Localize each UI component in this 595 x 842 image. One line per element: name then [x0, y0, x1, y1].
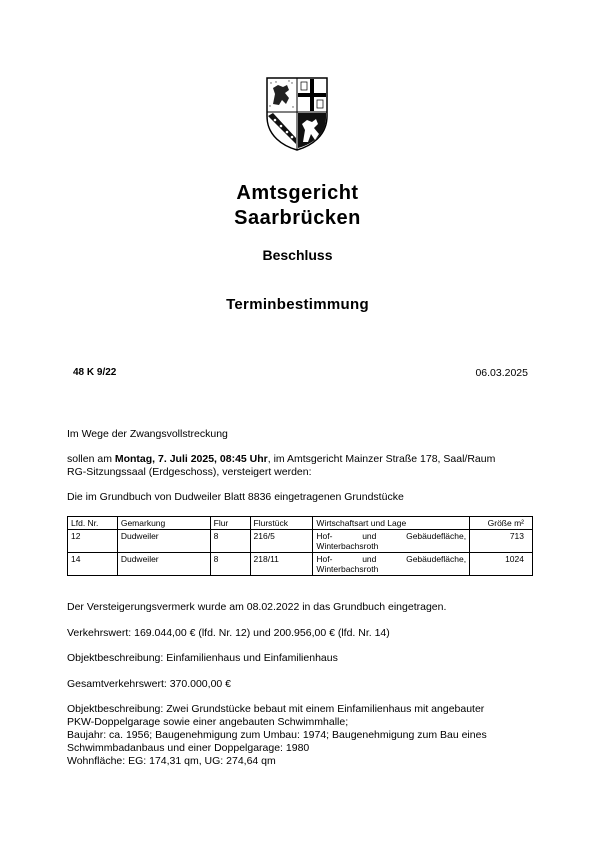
- termin-datetime: Montag, 7. Juli 2025, 08:45 Uhr: [114, 453, 268, 465]
- cell-wa-word: Gebäudefläche,: [406, 554, 467, 564]
- table-header: Wirtschaftsart und Lage: [313, 517, 470, 530]
- document-heading: Beschluss: [262, 247, 333, 263]
- court-name-line1: Amtsgericht: [236, 182, 359, 204]
- document-date: 06.03.2025: [475, 367, 528, 379]
- objekt-line: Objektbeschreibung: Zwei Grundstücke bebaut mit einem Einfamilienhaus mit angebauter: [67, 703, 485, 715]
- cell-wa-lage: Winterbachsroth: [316, 541, 379, 551]
- termin-location: , im Amtsgericht Mainzer Straße 178, Saal/Raum: [267, 453, 496, 465]
- intro-text: Im Wege der Zwangsvollstreckung: [67, 428, 228, 440]
- table-header-row: [68, 517, 533, 530]
- cell-gemarkung: Dudweiler: [117, 553, 210, 576]
- vermerk-text: Der Versteigerungsvermerk wurde am 08.02.2022 in das Grundbuch eingetragen.: [67, 601, 447, 613]
- cell-flur: 8: [210, 530, 250, 553]
- table-row: [68, 530, 533, 553]
- property-table: [67, 516, 533, 576]
- cell-lfd: 12: [68, 530, 118, 553]
- cell-groesse: 713: [470, 530, 533, 553]
- table-header: Flurstück: [250, 517, 313, 530]
- grundbuch-text: Die im Grundbuch von Dudweiler Blatt 8836 eingetragenen Grundstücke: [67, 491, 404, 503]
- termin-paragraph: [67, 453, 527, 479]
- cell-groesse: 1024: [470, 553, 533, 576]
- cell-flur: 8: [210, 553, 250, 576]
- cell-flurstueck: 216/5: [250, 530, 313, 553]
- document-subheading: Terminbestimmung: [226, 296, 369, 313]
- objekt-line: Schwimmbadanbaus und einer Doppelgarage: 1980: [67, 742, 310, 754]
- cell-wa-word: Hof-: [316, 554, 333, 564]
- termin-prefix: sollen am: [67, 453, 115, 465]
- table-header: Flur: [210, 517, 250, 530]
- termin-room: RG-Sitzungssaal (Erdgeschoss), versteigert werden:: [67, 466, 312, 478]
- cell-flurstueck: 218/11: [250, 553, 313, 576]
- table-header: Größe m²: [470, 517, 533, 530]
- gesamtverkehrswert-text: Gesamtverkehrswert: 370.000,00 €: [67, 678, 232, 690]
- objekt-line: Wohnfläche: EG: 174,31 qm, UG: 274,64 qm: [67, 755, 276, 767]
- cell-wa-word: und: [362, 554, 377, 564]
- cell-wa-lage: Winterbachsroth: [316, 564, 379, 574]
- cell-wa-word: Hof-: [316, 531, 333, 541]
- court-name-line2: Saarbrücken: [234, 207, 361, 229]
- cell-gemarkung: Dudweiler: [117, 530, 210, 553]
- table-row: [68, 553, 533, 576]
- cell-wirtschaftsart: [313, 530, 470, 553]
- objekt-line: PKW-Doppelgarage sowie einer angebauten Schwimmhalle;: [67, 716, 349, 728]
- cell-wirtschaftsart: [313, 553, 470, 576]
- objektbeschreibung-short: Objektbeschreibung: Einfamilienhaus und Einfamilienhaus: [67, 652, 338, 664]
- table-header: Lfd. Nr.: [68, 517, 118, 530]
- verkehrswert-text: Verkehrswert: 169.044,00 € (lfd. Nr. 12) und 200.956,00 € (lfd. Nr. 14): [67, 627, 390, 639]
- objektbeschreibung-detail: [67, 703, 537, 768]
- case-number: 48 K 9/22: [73, 367, 117, 378]
- table-header: Gemarkung: [117, 517, 210, 530]
- coat-of-arms-logo: [265, 76, 329, 152]
- objekt-line: Baujahr: ca. 1956; Baugenehmigung zum Umbau: 1974; Baugenehmigung zum Bau eines: [67, 729, 487, 741]
- cell-wa-word: Gebäudefläche,: [406, 531, 467, 541]
- cell-lfd: 14: [68, 553, 118, 576]
- cell-wa-word: und: [362, 531, 377, 541]
